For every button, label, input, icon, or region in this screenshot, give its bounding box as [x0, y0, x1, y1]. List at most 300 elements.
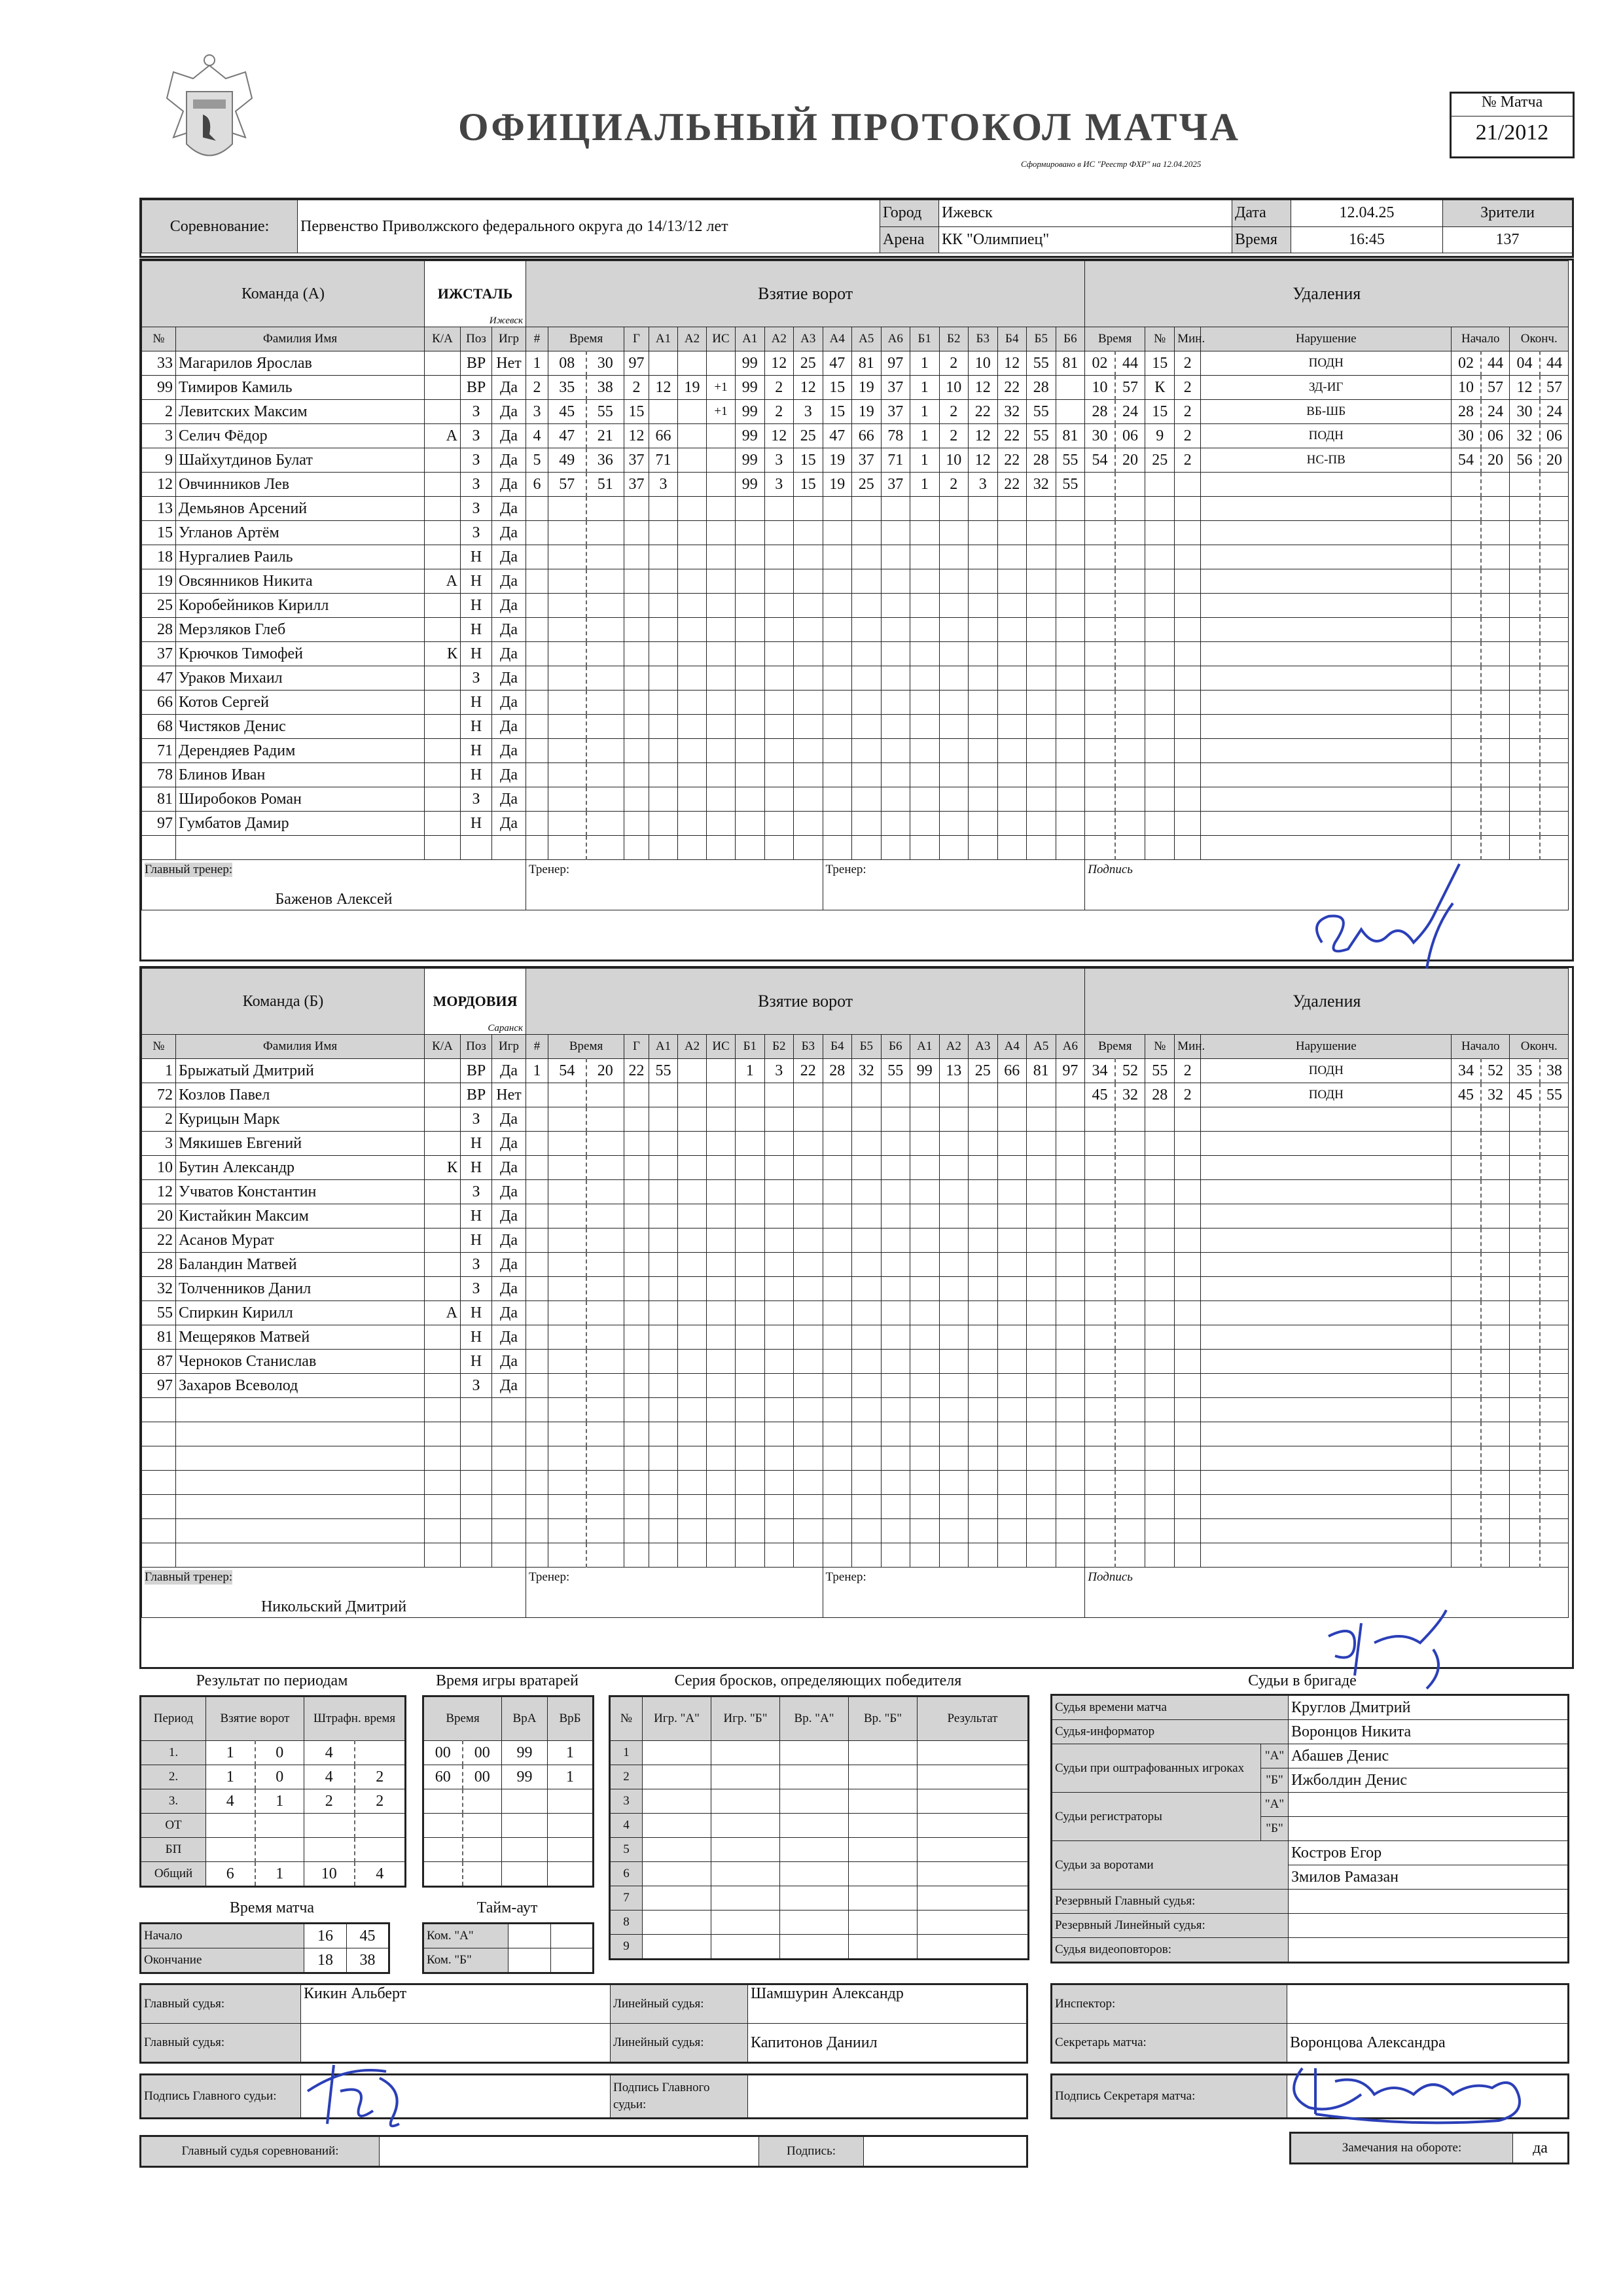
pen-infraction — [1201, 1495, 1452, 1519]
pen-end-mm — [1510, 521, 1540, 545]
oncourt-player — [997, 1446, 1027, 1471]
pen-ss — [1115, 787, 1145, 812]
player-name: Брыжатый Дмитрий — [176, 1059, 425, 1083]
goal-ss: 55 — [586, 400, 624, 424]
oncourt-player: 81 — [1056, 351, 1085, 376]
match-end-h: 18 — [304, 1948, 347, 1973]
oncourt-player — [794, 594, 823, 618]
pen-min — [1175, 594, 1201, 618]
goal-mm — [548, 1471, 586, 1495]
goal-ss — [586, 691, 624, 715]
oncourt-player — [939, 569, 969, 594]
goal-mm — [548, 1253, 586, 1277]
pen-end-mm — [1510, 473, 1540, 497]
player-name: Мещеряков Матвей — [176, 1325, 425, 1350]
oncourt-player — [969, 1519, 998, 1543]
pen-min — [1175, 1156, 1201, 1180]
goal-ss — [586, 521, 624, 545]
pen-start-mm — [1452, 691, 1481, 715]
oncourt-player: 55 — [1056, 448, 1085, 473]
goal-is — [707, 1229, 736, 1253]
player-name: Блинов Иван — [176, 763, 425, 787]
secretary-label: Секретарь матча: — [1052, 2024, 1287, 2063]
player-pos: ВР — [461, 351, 492, 376]
head-coach-cell — [142, 860, 526, 910]
oncourt-player — [736, 763, 765, 787]
oncourt-player — [764, 1446, 794, 1471]
player-no: 72 — [142, 1083, 176, 1107]
oncourt-player — [1027, 1229, 1056, 1253]
protocol-row — [142, 569, 1569, 594]
protocol-row — [142, 1350, 1569, 1374]
pen-end-ss — [1540, 1495, 1569, 1519]
player-pos — [461, 836, 492, 860]
oncourt-player: 3 — [764, 448, 794, 473]
goal-a1: 66 — [649, 424, 678, 448]
pen-mm — [1085, 618, 1115, 642]
oncourt-player — [1056, 787, 1085, 812]
pen-end-mm: 45 — [1510, 1083, 1540, 1107]
oncourt-player — [794, 1422, 823, 1446]
oncourt-player — [939, 1180, 969, 1204]
player-no: 47 — [142, 666, 176, 691]
match-end-m: 38 — [347, 1948, 389, 1973]
goal-ss — [586, 618, 624, 642]
pen-player: 15 — [1145, 400, 1175, 424]
pen-player — [1145, 691, 1175, 715]
player-ka — [425, 836, 461, 860]
player-play — [492, 1471, 526, 1495]
oncourt-player — [997, 1301, 1027, 1325]
oncourt-player — [1027, 545, 1056, 569]
secretary: Воронцова Александра — [1287, 2024, 1569, 2063]
pen-min — [1175, 1253, 1201, 1277]
oncourt-col-header: А3 — [969, 1035, 998, 1059]
oncourt-player — [969, 1398, 998, 1422]
goal-ss — [586, 666, 624, 691]
protocol-row — [142, 1495, 1569, 1519]
pen-mm — [1085, 691, 1115, 715]
line-ref-2: Капитонов Даниил — [748, 2024, 1027, 2063]
oncourt-player — [764, 1301, 794, 1325]
period-pim-b: 2 — [355, 1789, 406, 1814]
oncourt-player — [939, 1083, 969, 1107]
oncourt-player — [823, 1495, 852, 1519]
player-name: Асанов Мурат — [176, 1229, 425, 1253]
timekeeper-label: Судья времени матча — [1052, 1695, 1289, 1720]
oncourt-player — [1027, 715, 1056, 739]
pen-ss — [1115, 1132, 1145, 1156]
goal-n — [526, 1132, 548, 1156]
pen-end-mm — [1510, 763, 1540, 787]
player-play — [492, 1543, 526, 1568]
goal-is — [707, 424, 736, 448]
player-pos — [461, 1543, 492, 1568]
oncourt-player — [1027, 812, 1056, 836]
pen-min — [1175, 1471, 1201, 1495]
oncourt-player — [910, 1180, 940, 1204]
pen-end-mm — [1510, 666, 1540, 691]
goal-mm — [548, 545, 586, 569]
oncourt-col-header: Б5 — [1027, 327, 1056, 351]
goal-a2 — [678, 1325, 707, 1350]
oncourt-player — [969, 715, 998, 739]
goal-a1 — [649, 1132, 678, 1156]
period-pim-a: 4 — [304, 1765, 355, 1789]
shootout-no: 5 — [610, 1838, 643, 1862]
goal-col-g_a1: А1 — [649, 1035, 678, 1059]
pen-min — [1175, 1229, 1201, 1253]
player-ka — [425, 1350, 461, 1374]
pen-end-mm — [1510, 1132, 1540, 1156]
oncourt-player — [939, 1374, 969, 1398]
oncourt-player — [764, 569, 794, 594]
pen-end-ss — [1540, 1229, 1569, 1253]
pen-player: 9 — [1145, 424, 1175, 448]
oncourt-player: 99 — [736, 473, 765, 497]
pen-start-mm — [1452, 1495, 1481, 1519]
pen-mm — [1085, 1543, 1115, 1568]
oncourt-player: 2 — [939, 400, 969, 424]
player-no: 68 — [142, 715, 176, 739]
pen-col-p_no: № — [1145, 1035, 1175, 1059]
pen-start-mm — [1452, 763, 1481, 787]
oncourt-player — [823, 666, 852, 691]
pen-player — [1145, 812, 1175, 836]
player-play: Да — [492, 424, 526, 448]
oncourt-player — [997, 569, 1027, 594]
player-pos: З — [461, 424, 492, 448]
oncourt-player — [823, 1253, 852, 1277]
player-no: 12 — [142, 473, 176, 497]
oncourt-player: 1 — [910, 424, 940, 448]
oncourt-player — [764, 812, 794, 836]
oncourt-player: 12 — [969, 448, 998, 473]
main-ref-label-1: Главный судья: — [141, 1984, 301, 2024]
oncourt-player — [823, 1204, 852, 1229]
oncourt-player — [881, 1107, 910, 1132]
oncourt-player — [881, 1253, 910, 1277]
player-play: Да — [492, 473, 526, 497]
goal-mm: 08 — [548, 351, 586, 376]
pen-min — [1175, 1446, 1201, 1471]
oncourt-player — [881, 521, 910, 545]
oncourt-player — [1056, 1253, 1085, 1277]
pen-start-mm — [1452, 1180, 1481, 1204]
oncourt-player: 22 — [997, 424, 1027, 448]
player-ka — [425, 618, 461, 642]
pen-end-ss — [1540, 1156, 1569, 1180]
federation-logo — [147, 52, 272, 190]
pen-start-mm — [1452, 594, 1481, 618]
pen-start-ss — [1481, 1350, 1510, 1374]
pen-player — [1145, 1543, 1175, 1568]
player-no — [142, 836, 176, 860]
oncourt-col-header: Б3 — [794, 1035, 823, 1059]
pen-player — [1145, 1180, 1175, 1204]
goal-is — [707, 569, 736, 594]
goal-ss — [586, 812, 624, 836]
pen-player — [1145, 715, 1175, 739]
goal-scorer — [624, 1107, 649, 1132]
oncourt-player — [910, 1277, 940, 1301]
player-name: Магарилов Ярослав — [176, 351, 425, 376]
goal-a1 — [649, 1156, 678, 1180]
oncourt-player — [852, 618, 882, 642]
player-play: Да — [492, 448, 526, 473]
pen-infraction — [1201, 1325, 1452, 1350]
gk-b — [548, 1789, 594, 1814]
oncourt-player — [852, 1132, 882, 1156]
goal-is — [707, 1156, 736, 1180]
oncourt-player: 37 — [852, 448, 882, 473]
oncourt-player — [881, 691, 910, 715]
time: 16:45 — [1291, 226, 1443, 253]
pen-infraction — [1201, 521, 1452, 545]
pen-start-ss — [1481, 1180, 1510, 1204]
generated-note: Сформировано в ИС "Реестр ФХР" на 12.04.2025 — [1021, 159, 1202, 169]
oncourt-player — [939, 618, 969, 642]
match-start-label: Начало — [141, 1924, 304, 1948]
pen-infraction — [1201, 1374, 1452, 1398]
goal-scorer — [624, 1422, 649, 1446]
player-name: Баландин Матвей — [176, 1253, 425, 1277]
oncourt-player: 99 — [736, 424, 765, 448]
oncourt-player — [910, 618, 940, 642]
goal-n: 5 — [526, 448, 548, 473]
oncourt-player — [910, 1471, 940, 1495]
oncourt-player — [939, 594, 969, 618]
oncourt-player — [881, 1543, 910, 1568]
oncourt-player — [969, 1374, 998, 1398]
coach-1-label: Тренер: — [529, 863, 570, 876]
goal-n — [526, 1495, 548, 1519]
protocol-row — [142, 1374, 1569, 1398]
oncourt-player — [764, 1543, 794, 1568]
goal-col-g_a2: А2 — [678, 1035, 707, 1059]
informer: Воронцов Никита — [1289, 1720, 1569, 1744]
player-pos — [461, 1495, 492, 1519]
oncourt-player — [764, 1156, 794, 1180]
oncourt-player — [910, 545, 940, 569]
pen-player — [1145, 1204, 1175, 1229]
oncourt-player — [939, 836, 969, 860]
oncourt-player — [1027, 1374, 1056, 1398]
periods-table — [139, 1695, 406, 1888]
oncourt-col-header: А4 — [823, 327, 852, 351]
team-city: Саранск — [488, 1023, 524, 1033]
goal-ss — [586, 1471, 624, 1495]
oncourt-player: 81 — [1027, 1059, 1056, 1083]
player-no — [142, 1446, 176, 1471]
pen-end-mm — [1510, 545, 1540, 569]
protocol-row — [142, 1107, 1569, 1132]
player-ka — [425, 1422, 461, 1446]
coach-2-cell — [823, 1568, 1085, 1618]
oncourt-player — [794, 618, 823, 642]
player-name: Ураков Михаил — [176, 666, 425, 691]
pen-start-mm — [1452, 1398, 1481, 1422]
oncourt-player — [794, 1543, 823, 1568]
oncourt-player — [939, 1277, 969, 1301]
oncourt-player — [939, 691, 969, 715]
pen-min — [1175, 739, 1201, 763]
goal-is — [707, 691, 736, 715]
oncourt-player: 22 — [997, 473, 1027, 497]
goal-scorer — [624, 1083, 649, 1107]
oncourt-player — [939, 1446, 969, 1471]
goal-mm — [548, 1422, 586, 1446]
goal-n — [526, 812, 548, 836]
goal-col-g_a1: А1 — [649, 327, 678, 351]
shootout-no: 8 — [610, 1910, 643, 1935]
oncourt-player — [997, 1277, 1027, 1301]
pen-start-mm — [1452, 1204, 1481, 1229]
oncourt-player — [852, 1180, 882, 1204]
period-pim-a: 4 — [304, 1741, 355, 1765]
goal-n: 6 — [526, 473, 548, 497]
oncourt-player: 55 — [1056, 473, 1085, 497]
goal-mm: 54 — [548, 1059, 586, 1083]
player-name: Спиркин Кирилл — [176, 1301, 425, 1325]
pen-player — [1145, 1107, 1175, 1132]
goal-ss: 30 — [586, 351, 624, 376]
goal-is — [707, 715, 736, 739]
pen-end-ss — [1540, 594, 1569, 618]
date-label: Дата — [1232, 200, 1291, 227]
pen-infraction — [1201, 1180, 1452, 1204]
goal-ss: 21 — [586, 424, 624, 448]
pen-end-mm — [1510, 1107, 1540, 1132]
player-no: 66 — [142, 691, 176, 715]
goal-n — [526, 1180, 548, 1204]
oncourt-player — [1027, 1083, 1056, 1107]
player-play — [492, 1495, 526, 1519]
goal-n — [526, 1107, 548, 1132]
comp-main-ref-label: Главный судья соревнований: — [141, 2136, 380, 2167]
protocol-row — [142, 618, 1569, 642]
goal-col-g_time: Время — [548, 1035, 624, 1059]
gk-a — [502, 1789, 548, 1814]
oncourt-player — [969, 787, 998, 812]
protocol-row — [142, 497, 1569, 521]
oncourt-player — [969, 1325, 998, 1350]
pen-end-ss — [1540, 739, 1569, 763]
pen-infraction — [1201, 569, 1452, 594]
pen-ss — [1115, 1471, 1145, 1495]
oncourt-player — [969, 1471, 998, 1495]
goal-a1 — [649, 351, 678, 376]
pen-min — [1175, 1180, 1201, 1204]
oncourt-player: 28 — [1027, 448, 1056, 473]
oncourt-player — [823, 1422, 852, 1446]
pen-mm — [1085, 1325, 1115, 1350]
oncourt-player — [764, 521, 794, 545]
pen-start-ss — [1481, 521, 1510, 545]
pen-end-mm — [1510, 642, 1540, 666]
reg-label: Судьи регистраторы — [1052, 1793, 1261, 1841]
oncourt-player: 32 — [997, 400, 1027, 424]
oncourt-player — [1056, 715, 1085, 739]
oncourt-player — [852, 642, 882, 666]
reg-a-tag: "А" — [1261, 1793, 1289, 1817]
pen-infraction — [1201, 739, 1452, 763]
oncourt-player — [939, 1519, 969, 1543]
oncourt-player — [764, 763, 794, 787]
oncourt-player — [764, 1398, 794, 1422]
oncourt-player: 99 — [736, 376, 765, 400]
goal-a1 — [649, 642, 678, 666]
oncourt-player — [823, 715, 852, 739]
oncourt-player — [997, 666, 1027, 691]
pen-infraction: НС-ПВ — [1201, 448, 1452, 473]
shootout-row — [610, 1814, 1029, 1838]
oncourt-player — [852, 1301, 882, 1325]
oncourt-player — [794, 1398, 823, 1422]
oncourt-player — [1027, 1107, 1056, 1132]
oncourt-player — [969, 594, 998, 618]
oncourt-player — [794, 642, 823, 666]
shootout-col-header: Игр. "Б" — [711, 1696, 780, 1741]
oncourt-player — [939, 545, 969, 569]
protocol-row — [142, 1253, 1569, 1277]
oncourt-player — [997, 1471, 1027, 1495]
goal-mm — [548, 1543, 586, 1568]
oncourt-player: 22 — [997, 376, 1027, 400]
period-pim-a — [304, 1814, 355, 1838]
oncourt-player — [881, 1301, 910, 1325]
player-pos: З — [461, 787, 492, 812]
oncourt-player — [910, 642, 940, 666]
oncourt-col-header: Б4 — [823, 1035, 852, 1059]
oncourt-player — [910, 1132, 940, 1156]
pen-ss — [1115, 691, 1145, 715]
pen-end-ss — [1540, 1180, 1569, 1204]
oncourt-player — [910, 1325, 940, 1350]
period-label: БП — [141, 1838, 206, 1862]
shootout-no: 6 — [610, 1862, 643, 1886]
pen-start-ss: 44 — [1481, 351, 1510, 376]
oncourt-player — [910, 1107, 940, 1132]
player-no: 37 — [142, 642, 176, 666]
goal-col-g_is: ИС — [707, 1035, 736, 1059]
player-name: Захаров Всеволод — [176, 1374, 425, 1398]
goals-header: Взятие ворот — [526, 969, 1085, 1035]
pen-end-ss: 44 — [1540, 351, 1569, 376]
main-ref-1: Кикин Альберт — [301, 1984, 611, 2024]
player-no: 15 — [142, 521, 176, 545]
oncourt-player — [881, 594, 910, 618]
oncourt-player: 47 — [823, 351, 852, 376]
oncourt-col-header: А1 — [736, 327, 765, 351]
timekeeper: Круглов Дмитрий — [1289, 1695, 1569, 1720]
goal-n — [526, 1325, 548, 1350]
oncourt-player: 15 — [823, 400, 852, 424]
pen-min — [1175, 497, 1201, 521]
goal-is — [707, 1495, 736, 1519]
pen-end-ss — [1540, 618, 1569, 642]
goal-is — [707, 1180, 736, 1204]
gk-row — [423, 1741, 594, 1765]
oncourt-player — [852, 1204, 882, 1229]
period-goals-b: 1 — [255, 1862, 304, 1887]
penbox-a: Абашев Денис — [1289, 1744, 1569, 1768]
goal-is — [707, 1519, 736, 1543]
pen-start-mm — [1452, 739, 1481, 763]
gk-time-header: Время — [423, 1696, 502, 1741]
oncourt-player — [881, 1277, 910, 1301]
oncourt-player — [852, 1519, 882, 1543]
